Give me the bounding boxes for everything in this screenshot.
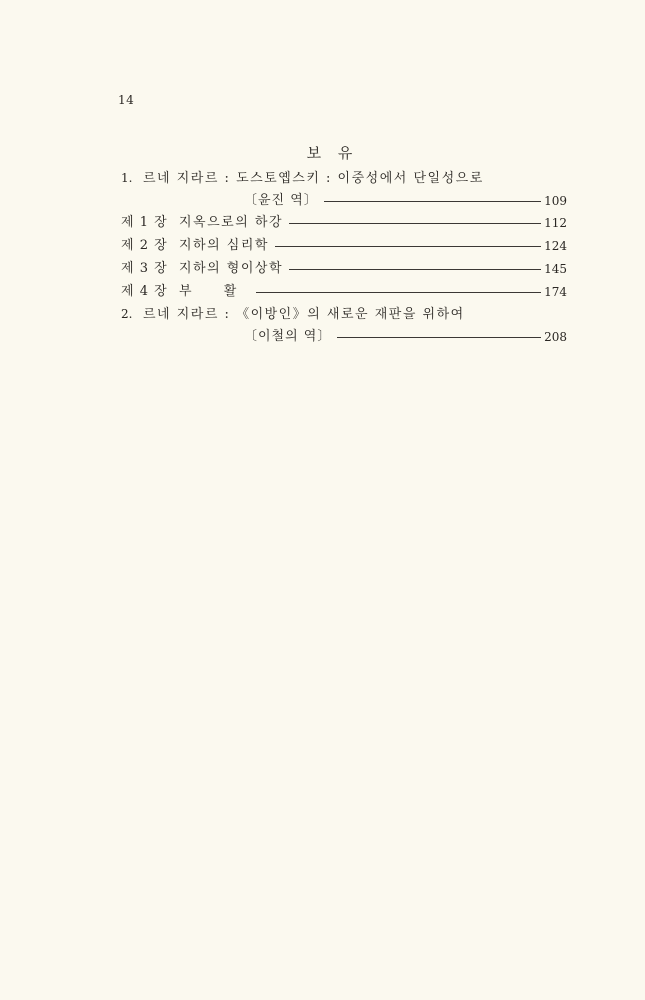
chapter-label: 제 1 장 [121,215,168,230]
dot-leader [256,292,541,293]
toc-entry-1-title [121,170,567,187]
toc-chapter-2 [121,238,567,254]
dot-leader [324,201,541,202]
entry-number: 2. [121,307,133,321]
toc-entry-2-title [121,306,567,323]
entry-number: 1. [121,171,133,185]
chapter-title: 지하의 심리학 [179,238,269,253]
chapter-title: 지하의 형이상학 [179,261,284,276]
translator-credit: 〔윤진 역〕 [244,193,318,208]
chapter-label: 제 4 장 [121,284,168,299]
page-reference: 109 [544,194,567,208]
toc-entry-2-translator-row [244,329,567,345]
page-reference: 112 [544,216,567,230]
dot-leader [289,223,541,224]
toc-chapter-4 [121,284,567,300]
page-number: 14 [118,93,135,107]
section-title: 보 유 [306,144,359,162]
toc-entry-1-translator-row [244,193,567,209]
page-reference: 174 [544,285,567,299]
entry-title: 르네 지라르 : 도스토옙스키 : 이중성에서 단일성으로 [143,171,484,186]
chapter-title: 부 활 [179,284,251,299]
chapter-title: 지옥으로의 하강 [179,215,284,230]
entry-title: 르네 지라르 : 《이방인》의 새로운 재판을 위하여 [143,307,465,322]
chapter-label: 제 2 장 [121,238,168,253]
toc-chapter-3 [121,261,567,277]
toc-chapter-1 [121,215,567,231]
page-reference: 124 [544,239,567,253]
page-reference: 145 [544,262,567,276]
page-reference: 208 [544,330,567,344]
dot-leader [337,337,541,338]
dot-leader [275,246,541,247]
chapter-label: 제 3 장 [121,261,168,276]
translator-credit: 〔이철의 역〕 [244,329,332,344]
dot-leader [289,269,541,270]
